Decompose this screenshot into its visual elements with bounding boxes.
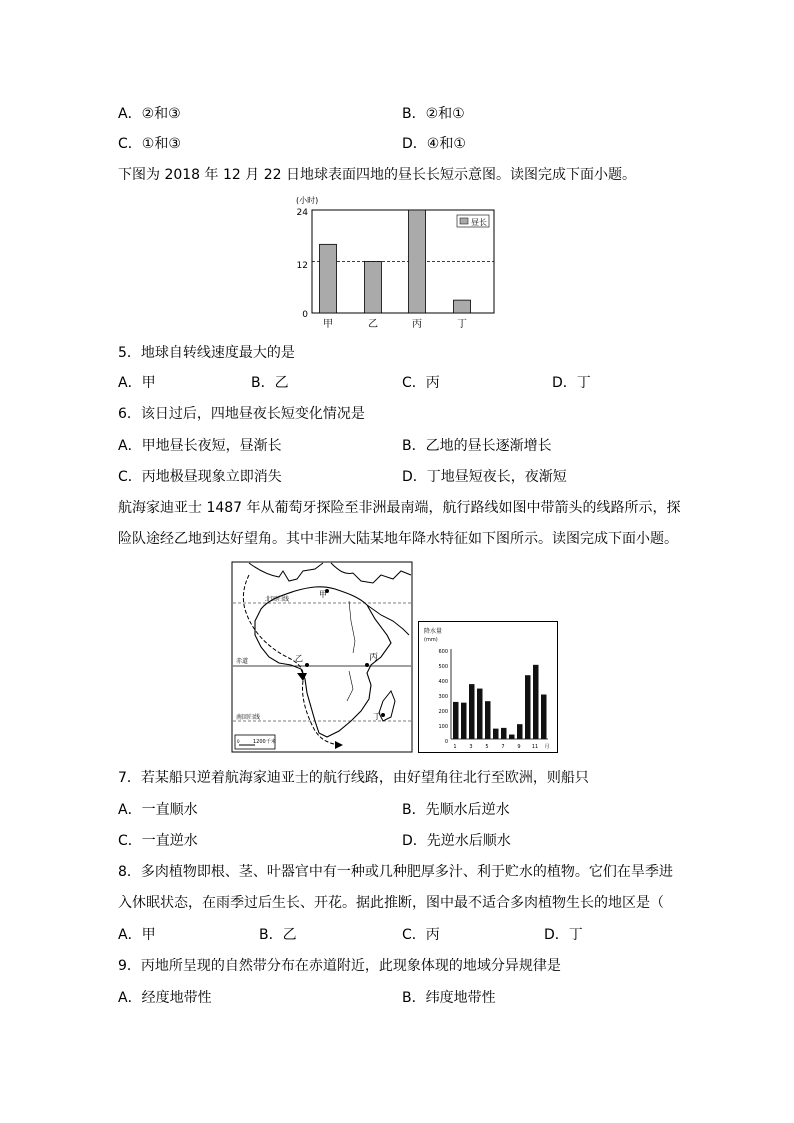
precip-y-tick: 400 bbox=[438, 679, 448, 685]
intro-dias-line2: 险队途经乙地到达好望角。其中非洲大陆某地年降水特征如下图所示。读图完成下面小题。 bbox=[118, 531, 678, 547]
precip-bar-month-11 bbox=[533, 665, 539, 739]
precip-bar-month-8 bbox=[509, 735, 515, 739]
place-ding-dot bbox=[381, 713, 385, 717]
q4-option-c: C．①和③ bbox=[118, 136, 181, 152]
chart-unit-label: (小时) bbox=[296, 196, 319, 205]
precip-y-tick: 0 bbox=[444, 739, 448, 745]
precip-x-tick: 7 bbox=[501, 744, 505, 750]
place-ding-label: 丁 bbox=[373, 712, 381, 721]
q5-option-a: A．甲 bbox=[118, 375, 156, 391]
precip-bar-month-4 bbox=[477, 689, 483, 739]
q9-stem: 9．丙地所呈现的自然带分布在赤道附近，此现象体现的地域分异规律是 bbox=[118, 958, 561, 974]
q7-option-c: C．一直逆水 bbox=[118, 833, 198, 849]
q8-option-b: B．乙 bbox=[259, 927, 297, 943]
precip-bar-month-2 bbox=[461, 703, 467, 739]
q7-stem: 7．若某船只逆着航海家迪亚士的航行线路，由好望角往北行至欧洲，则船只 bbox=[118, 770, 589, 786]
day-length-bar-丙 bbox=[409, 210, 426, 313]
day-length-chart bbox=[292, 194, 504, 332]
precip-x-tick: 1 bbox=[453, 744, 457, 750]
q4-option-a: A．②和③ bbox=[118, 106, 181, 122]
q8-option-c: C．丙 bbox=[402, 927, 440, 943]
precip-x-tick: 9 bbox=[517, 744, 521, 750]
legend bbox=[457, 215, 489, 227]
day-length-bar-乙 bbox=[365, 262, 382, 314]
precip-y-tick: 100 bbox=[438, 724, 448, 730]
q8-stem-line2: 入休眠状态，在雨季过后生长、开花。据此推断，图中最不适合多肉植物生长的地区是（ bbox=[118, 895, 664, 911]
precip-unit: (mm) bbox=[424, 637, 438, 643]
precip-x-tick: 5 bbox=[485, 744, 489, 750]
precip-y-tick: 500 bbox=[438, 664, 448, 670]
precip-title: 降水量 bbox=[424, 628, 443, 635]
precip-bar-month-9 bbox=[517, 724, 523, 739]
legend-label: 昼长 bbox=[471, 218, 487, 227]
q6-option-a: A．甲地昼长夜短，昼渐长 bbox=[118, 438, 282, 454]
precip-bar-month-12 bbox=[541, 695, 547, 740]
precip-x-tick: 11 bbox=[531, 744, 539, 750]
q6-option-d: D．丁地昼短夜长，夜渐短 bbox=[402, 469, 567, 485]
precip-x-tick: 3 bbox=[469, 744, 473, 750]
q4-option-d: D．④和① bbox=[402, 136, 466, 152]
q6-option-b: B．乙地的昼长逐渐增长 bbox=[402, 438, 552, 454]
q5-option-c: C．丙 bbox=[402, 375, 440, 391]
tropic-capricorn-label: 南回归线 bbox=[236, 714, 261, 721]
precip-x-unit: 月 bbox=[544, 744, 550, 750]
africa-route-map bbox=[231, 561, 413, 753]
place-bing-label: 丙 bbox=[369, 653, 379, 663]
q8-option-d: D．丁 bbox=[544, 927, 583, 943]
y-tick-label: 12 bbox=[296, 261, 308, 271]
q6-option-c: C．丙地极昼现象立即消失 bbox=[118, 469, 282, 485]
precip-bar-month-6 bbox=[493, 729, 499, 739]
q7-option-a: A．一直顺水 bbox=[118, 802, 198, 818]
place-yi-label: 乙 bbox=[295, 654, 303, 663]
q5-option-d: D．丁 bbox=[552, 375, 591, 391]
day-length-bar-甲 bbox=[320, 244, 337, 313]
precip-bar-month-1 bbox=[453, 702, 459, 739]
scale-label: 1200千米 bbox=[253, 739, 276, 745]
precip-y-tick: 200 bbox=[438, 709, 448, 715]
q8-stem-line1: 8．多肉植物即根、茎、叶器官中有一种或几种肥厚多汁、利于贮水的植物。它们在旱季进 bbox=[118, 864, 673, 880]
precip-bar-month-10 bbox=[525, 675, 531, 739]
q6-stem: 6．该日过后，四地昼夜长短变化情况是 bbox=[118, 406, 365, 422]
x-tick-label: 丙 bbox=[412, 319, 422, 330]
y-tick-label: 0 bbox=[302, 310, 308, 320]
q9-option-b: B．纬度地带性 bbox=[402, 990, 496, 1006]
y-tick-label: 24 bbox=[296, 208, 308, 218]
precip-bar-month-7 bbox=[501, 728, 507, 739]
equator-label: 赤道 bbox=[236, 658, 249, 665]
q5-stem: 5．地球自转线速度最大的是 bbox=[118, 345, 295, 361]
x-tick-label: 丁 bbox=[457, 319, 467, 330]
q7-option-d: D．先逆水后顺水 bbox=[402, 833, 511, 849]
place-yi-dot bbox=[305, 663, 309, 667]
x-tick-label: 乙 bbox=[368, 319, 378, 330]
place-bing-dot bbox=[365, 663, 369, 667]
q7-option-b: B．先顺水后逆水 bbox=[402, 802, 510, 818]
precip-y-tick: 600 bbox=[438, 649, 448, 655]
precip-bar-month-5 bbox=[485, 701, 491, 739]
tropic-cancer-label: 北回归线 bbox=[265, 596, 290, 603]
scale-zero: 0 bbox=[237, 739, 240, 744]
precip-bar-month-3 bbox=[469, 684, 475, 739]
q5-option-b: B．乙 bbox=[251, 375, 289, 391]
precip-y-tick: 300 bbox=[438, 694, 448, 700]
x-tick-label: 甲 bbox=[323, 319, 333, 330]
q8-option-a: A．甲 bbox=[118, 927, 156, 943]
intro-dias-line1: 航海家迪亚士 1487 年从葡萄牙探险至非洲最南端，航行路线如图中带箭头的线路所示，探 bbox=[118, 500, 681, 516]
intro-day-length: 下图为 2018 年 12 月 22 日地球表面四地的昼长长短示意图。读图完成下面小题。 bbox=[118, 167, 636, 183]
place-jia-label: 甲 bbox=[319, 590, 327, 599]
q9-option-a: A．经度地带性 bbox=[118, 990, 212, 1006]
q4-option-b: B．②和① bbox=[402, 106, 465, 122]
legend-swatch bbox=[460, 218, 468, 224]
precipitation-chart bbox=[418, 621, 558, 753]
day-length-bar-丁 bbox=[454, 300, 471, 313]
